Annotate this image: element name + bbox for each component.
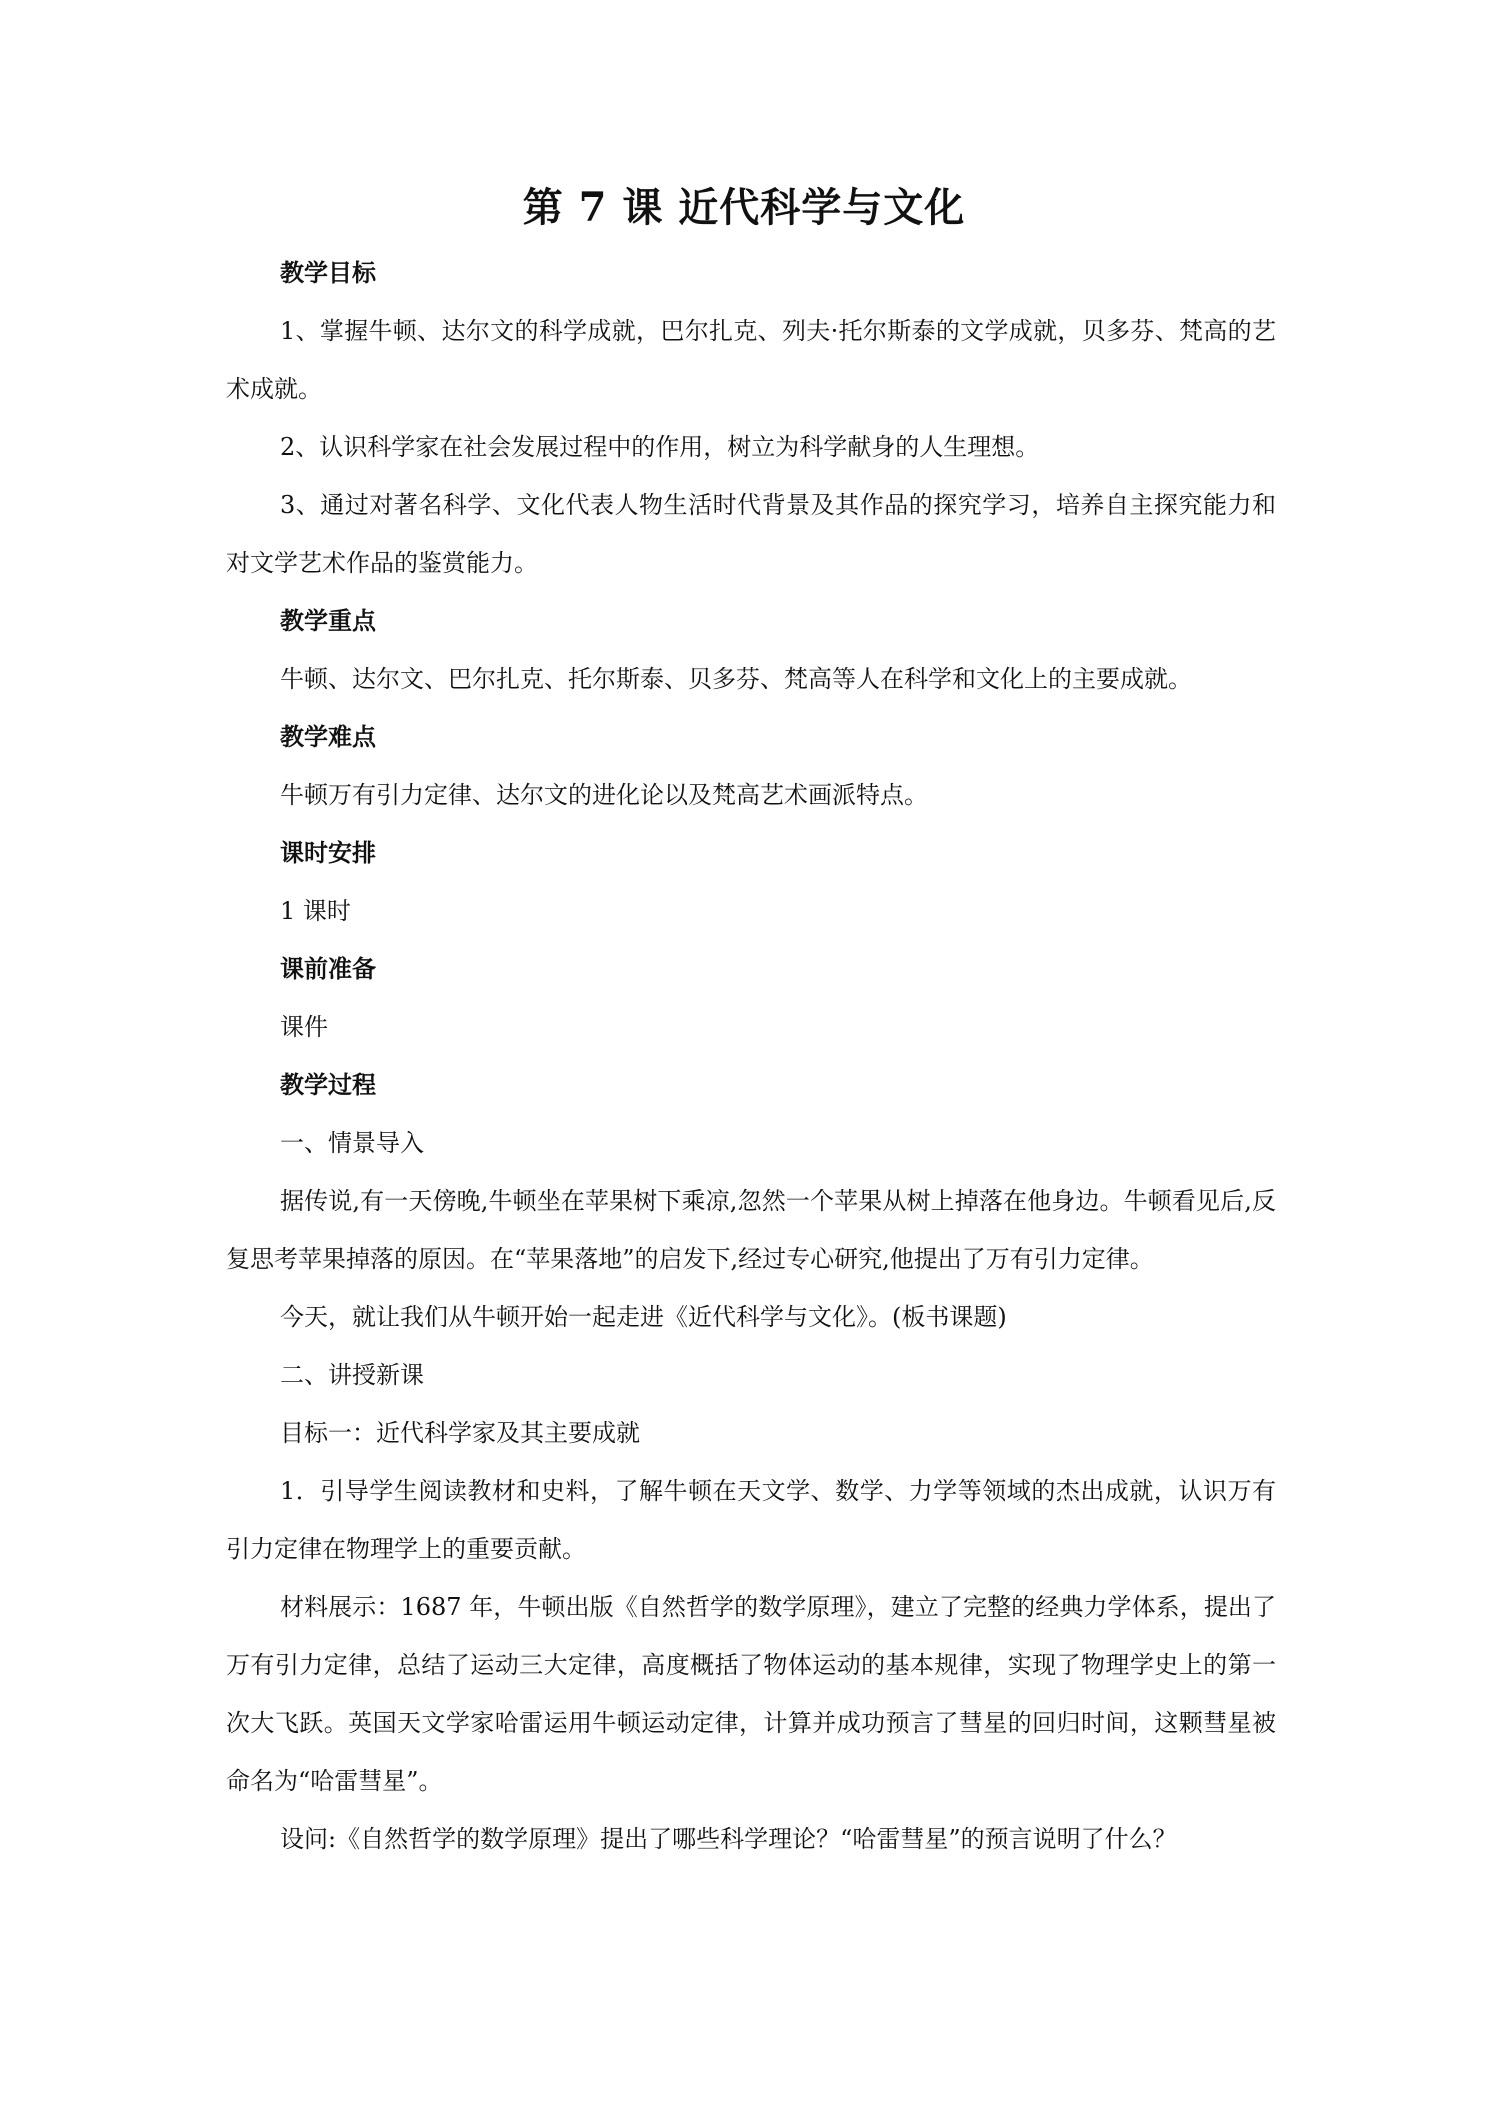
difficulties-text: 牛顿万有引力定律、达尔文的进化论以及梵高艺术画派特点。 — [280, 781, 928, 809]
document-body — [226, 244, 1276, 1868]
section-heading-key-points: 教学重点 — [280, 607, 376, 635]
section-heading-preparation: 课前准备 — [280, 955, 376, 983]
goal-one-item-1: 1．引导学生阅读教材和史料，了解牛顿在天文学、数学、力学等领域的杰出成就，认识万有引力定律在物理学上的重要贡献。 — [226, 1477, 1276, 1563]
section-heading-schedule: 课时安排 — [280, 839, 376, 867]
objective-3: 3、通过对著名科学、文化代表人物生活时代背景及其作品的探究学习，培养自主探究能力和对文学艺术作品的鉴赏能力。 — [226, 491, 1276, 577]
question-paragraph: 设问:《自然哲学的数学原理》提出了哪些科学理论？“哈雷彗星”的预言说明了什么？ — [280, 1825, 1177, 1853]
section-heading-difficulties: 教学难点 — [280, 723, 376, 751]
section-heading-process: 教学过程 — [280, 1071, 376, 1099]
material-display-paragraph: 材料展示：1687 年，牛顿出版《自然哲学的数学原理》，建立了完整的经典力学体系，提出了万有引力定律，总结了运动三大定律，高度概括了物体运动的基本规律，实现了物理学史上的第一次大飞跃。英国天文学家哈雷运用牛顿运动定律，计算并成功预言了彗星的回归时间，这颗彗星被命名为“哈雷彗星”。 — [226, 1593, 1276, 1795]
goal-one-heading: 目标一：近代科学家及其主要成就 — [280, 1419, 640, 1447]
page-title: 第 7 课 近代科学与文化 — [522, 184, 966, 231]
section-heading-objectives: 教学目标 — [280, 259, 376, 287]
intro-transition-paragraph: 今天，就让我们从牛顿开始一起走进《近代科学与文化》。(板书课题) — [280, 1303, 1007, 1331]
intro-story-paragraph: 据传说,有一天傍晚,牛顿坐在苹果树下乘凉,忽然一个苹果从树上掉落在他身边。牛顿看见后,反复思考苹果掉落的原因。在“苹果落地”的启发下,经过专心研究,他提出了万有引力定律。 — [226, 1187, 1276, 1273]
objective-1: 1、掌握牛顿、达尔文的科学成就，巴尔扎克、列夫·托尔斯泰的文学成就，贝多芬、梵高的艺术成就。 — [226, 317, 1276, 403]
schedule-text: 1 课时 — [280, 897, 351, 925]
preparation-text: 课件 — [280, 1013, 328, 1041]
key-points-text: 牛顿、达尔文、巴尔扎克、托尔斯泰、贝多芬、梵高等人在科学和文化上的主要成就。 — [280, 665, 1192, 693]
objective-2: 2、认识科学家在社会发展过程中的作用，树立为科学献身的人生理想。 — [280, 433, 1040, 461]
process-step-intro-heading: 一、情景导入 — [280, 1129, 424, 1157]
process-step-new-lesson-heading: 二、讲授新课 — [280, 1361, 424, 1389]
